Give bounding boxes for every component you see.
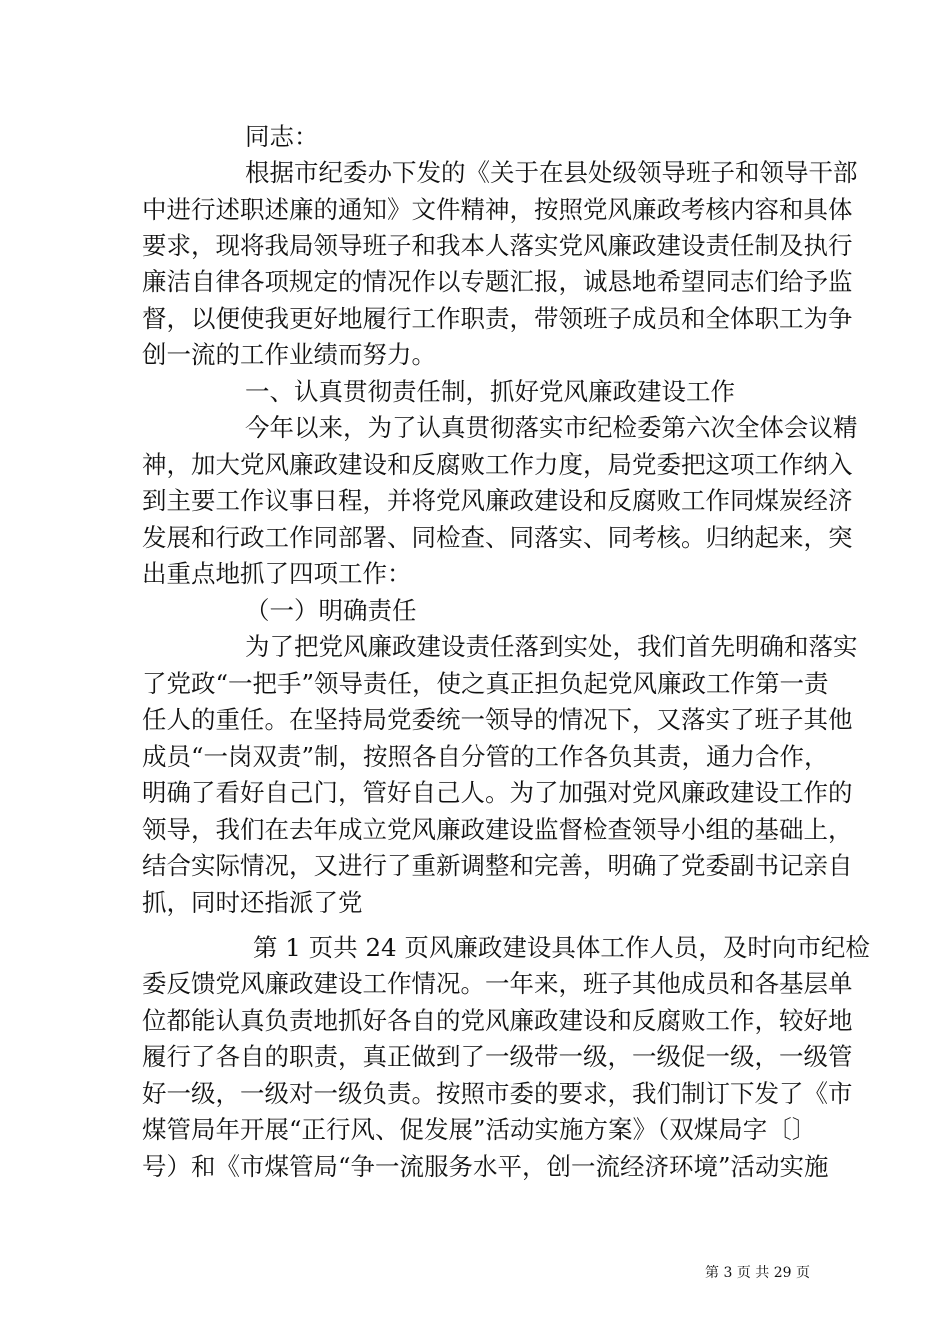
paragraph-line: 明确了看好自己门，管好自己人。为了加强对党风廉政建设工作的	[142, 778, 853, 807]
paragraph-line: 号）和《市煤管局“争一流服务水平，创一流经济环境”活动实施	[142, 1152, 829, 1181]
paragraph-line: 位都能认真负责地抓好各自的党风廉政建设和反腐败工作，较好地	[142, 1006, 853, 1035]
paragraph-line: 中进行述职述廉的通知》文件精神，按照党风廉政考核内容和具体	[142, 195, 853, 224]
paragraph-line: 结合实际情况，又进行了重新调整和完善，明确了党委副书记亲自	[142, 851, 853, 880]
paragraph-line: 督，以便使我更好地履行工作职责，带领班子成员和全体职工为争	[142, 304, 853, 333]
paragraph-line: 创一流的工作业绩而努力。	[142, 340, 436, 369]
paragraph-line: 为了把党风廉政建设责任落到实处，我们首先明确和落实	[245, 632, 858, 661]
paragraph-line: 神，加大党风廉政建设和反腐败工作力度，局党委把这项工作纳入	[142, 450, 853, 479]
paragraph-line: 任人的重任。在坚持局党委统一领导的情况下，又落实了班子其他	[142, 705, 853, 734]
paragraph-line: 领导，我们在去年成立党风廉政建设监督检查领导小组的基础上，	[142, 815, 853, 844]
paragraph-line: 了党政“一把手”领导责任，使之真正担负起党风廉政工作第一责	[142, 669, 829, 698]
paragraph-line: 出重点地抓了四项工作：	[142, 559, 412, 588]
paragraph-line: 根据市纪委办下发的《关于在县处级领导班子和领导干部	[245, 158, 858, 187]
paragraph-line: 要求，现将我局领导班子和我本人落实党风廉政建设责任制及执行	[142, 231, 853, 260]
subsection-heading: （一）明确责任	[245, 596, 417, 625]
paragraph-line: 廉洁自律各项规定的情况作以专题汇报，诚恳地希望同志们给予监	[142, 267, 853, 296]
paragraph-line: 成员“一岗双责”制，按照各自分管的工作各负其责，通力合作，	[142, 742, 829, 771]
paragraph-line: 煤管局年开展“正行风、促发展”活动实施方案》（双煤局字〔〕	[142, 1115, 817, 1144]
paragraph-line: 今年以来，为了认真贯彻落实市纪检委第六次全体会议精	[245, 413, 858, 442]
paragraph-line: 第 1 页共 24 页风廉政建设具体工作人员，及时向市纪检	[253, 933, 870, 962]
paragraph-line: 履行了各自的职责，真正做到了一级带一级，一级促一级，一级管	[142, 1042, 853, 1071]
paragraph-line: 到主要工作议事日程，并将党风廉政建设和反腐败工作同煤炭经济	[142, 486, 853, 515]
paragraph-line: 抓，同时还指派了党	[142, 888, 363, 917]
paragraph-line: 好一级，一级对一级负责。按照市委的要求，我们制订下发了《市	[142, 1079, 853, 1108]
paragraph-line: 委反馈党风廉政建设工作情况。一年来，班子其他成员和各基层单	[142, 969, 853, 998]
salutation: 同志：	[245, 122, 319, 151]
page-number-footer: 第 3 页 共 29 页	[705, 1265, 810, 1281]
section-heading: 一、认真贯彻责任制，抓好党风廉政建设工作	[245, 377, 735, 406]
paragraph-line: 发展和行政工作同部署、同检查、同落实、同考核。归纳起来，突	[142, 523, 853, 552]
